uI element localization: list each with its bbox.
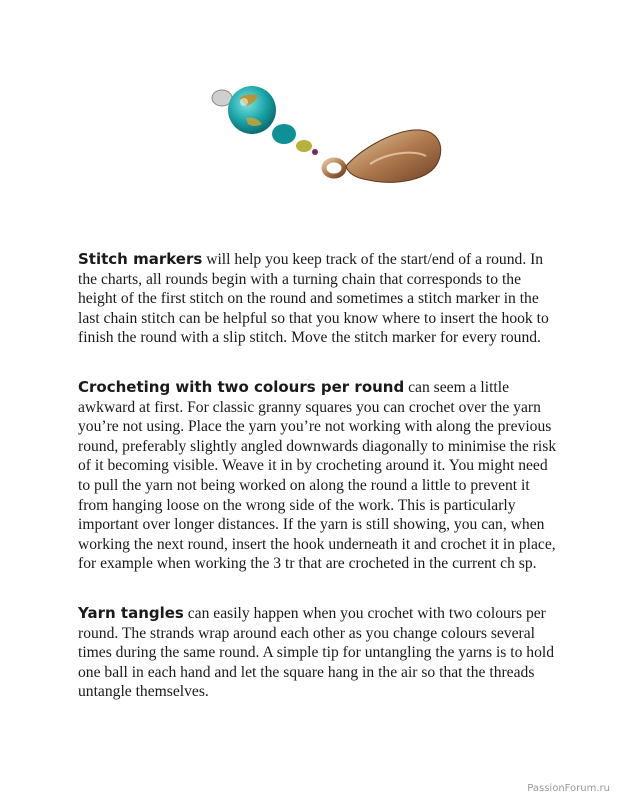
stitch-markers-heading: Stitch markers [78,250,203,268]
seed-bead [296,140,312,152]
article-body [78,250,558,732]
stitch-marker-illustration [200,70,450,200]
lobster-clasp [346,130,441,182]
two-colours-heading: Crocheting with two colours per round [78,377,405,396]
glass-bead [228,86,276,134]
stitch-markers-paragraph [78,250,558,348]
yarn-tangles-heading: Yarn tangles [78,603,184,622]
small-bead [272,124,296,144]
jump-ring [324,160,344,176]
two-colours-paragraph [78,378,558,574]
yarn-tangles-text: can easily happen when you crochet with two colours per round. The strands wrap around each other as you change colours several times during the same round. A simple tip for untangling the yarns is to hold one ball in each hand and let the square hang in the air so that the threads untangle themselves. [78,604,554,701]
stitch-markers-text: will help you keep track of the start/end of a round. In the charts, all rounds begin with a turning chain that corresponds to the height of the first stitch on the round and sometimes a stitch marker in the last chain stitch can be helpful so that you know where to insert the hook to finish the round with a slip stitch. Move the stitch marker for every round. [78,251,549,347]
yarn-tangles-paragraph [78,604,558,702]
two-colours-text: can seem a little awkward at first. For classic granny squares you can crochet over the yarn you’re not using. Place the yarn you’re not working with along the previous round, preferably slightly angled downwards diagonally to minimise the risk of it becoming visible. Weave it in by crocheting around it. You might need to pull the yarn not being worked on along the round a little to prevent it from hanging loose on the wrong side of the work. This is particularly important over longer distances. If the yarn is still showing, you can, when working the next round, insert the hook underneath it and crochet it in place, for example when working the 3 tr that are crocheted in the current ch sp. [78,378,557,573]
watermark: PassionForum.ru [527,783,610,794]
